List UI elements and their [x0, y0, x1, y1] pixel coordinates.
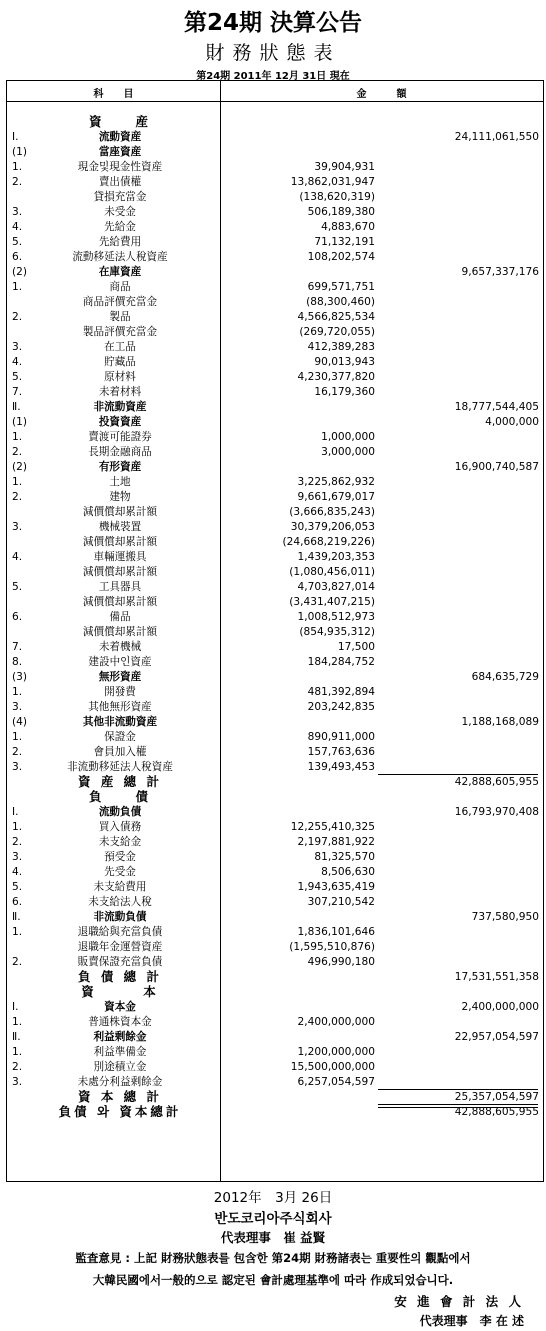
- table-row: [7, 130, 543, 144]
- account-name: 先給金: [104, 221, 136, 233]
- announcement-date: 2012年 3月 26日: [213, 1190, 333, 1206]
- total-cell: 16,900,740,587: [454, 461, 539, 473]
- table-row: [7, 730, 543, 744]
- table-row: [7, 400, 543, 414]
- table-row: [7, 220, 543, 234]
- table-row: [7, 715, 543, 729]
- row-index: 5.: [12, 581, 23, 593]
- row-index: 5.: [12, 371, 23, 383]
- account-name: 負債 와 資本總計: [58, 1104, 182, 1119]
- table-row: [7, 475, 543, 489]
- amount-cell: 108,202,574: [307, 251, 375, 263]
- section-label: 資 本: [81, 984, 159, 999]
- table-row: [7, 205, 543, 219]
- amount-cell: (1,080,456,011): [289, 566, 375, 578]
- section-label: 資 産: [88, 114, 151, 129]
- amount-cell: (854,935,312): [299, 626, 375, 638]
- amount-cell: 1,943,635,419: [297, 881, 375, 893]
- account-name: 普通株資本金: [88, 1016, 152, 1028]
- table-row: [7, 760, 543, 774]
- row-index: Ⅰ.: [12, 806, 19, 818]
- row-index: (4): [12, 716, 28, 728]
- audit-opinion-line-2: 大韓民國에서一般的으로 認定된 會計處理基準에 따라 作成되었습니다.: [92, 1273, 454, 1287]
- amount-cell: 13,862,031,947: [290, 176, 375, 188]
- table-row: [7, 505, 543, 519]
- amount-cell: 2,400,000,000: [297, 1016, 375, 1028]
- table-row: [7, 160, 543, 174]
- account-name: 其他非流動資産: [82, 716, 158, 728]
- row-index: 2.: [12, 746, 23, 758]
- table-row: [7, 175, 543, 189]
- amount-cell: 157,763,636: [307, 746, 375, 758]
- table-row: [7, 1030, 543, 1044]
- row-index: 2.: [12, 836, 23, 848]
- total-cell: 4,000,000: [485, 416, 539, 428]
- account-name: 投資資産: [98, 416, 142, 428]
- account-name: 減價償却累計額: [82, 626, 158, 638]
- row-index: Ⅰ.: [12, 1001, 19, 1013]
- account-name: 資 産 總 計: [77, 774, 163, 789]
- total-cell: 737,580,950: [471, 911, 539, 923]
- table-row: [7, 1015, 543, 1029]
- table-row: [7, 445, 543, 459]
- account-name: 未支給法人稅: [88, 896, 152, 908]
- table-row: [7, 190, 543, 204]
- account-name: 建物: [109, 491, 131, 503]
- account-name: 原材料: [104, 371, 136, 383]
- total-rule: [378, 774, 538, 775]
- account-name: 未着材料: [98, 386, 142, 398]
- table-row: [7, 880, 543, 894]
- table-row: [7, 385, 543, 399]
- amount-cell: (269,720,055): [299, 326, 375, 338]
- account-name: 退職給與充當負債: [77, 926, 163, 938]
- account-name: 備品: [109, 611, 131, 623]
- amount-cell: 139,493,453: [307, 761, 375, 773]
- amount-cell: (24,668,219,226): [282, 536, 375, 548]
- amount-cell: 6,257,054,597: [297, 1076, 375, 1088]
- row-index: Ⅰ.: [12, 131, 19, 143]
- amount-cell: 412,389,283: [307, 341, 375, 353]
- table-row: [7, 520, 543, 534]
- account-name: 車輛運搬具: [93, 551, 147, 563]
- table-row: [7, 835, 543, 849]
- row-index: (2): [12, 461, 28, 473]
- table-row: [7, 850, 543, 864]
- amount-cell: 3,000,000: [321, 446, 375, 458]
- amount-cell: 506,189,380: [307, 206, 375, 218]
- account-name: 先受金: [104, 866, 136, 878]
- amount-cell: 1,439,203,353: [297, 551, 375, 563]
- row-index: 3.: [12, 1076, 23, 1088]
- account-name: 利益剩餘金: [93, 1031, 147, 1043]
- table-row: [7, 460, 543, 474]
- account-name: 工具器具: [98, 581, 142, 593]
- amount-cell: 4,883,670: [321, 221, 375, 233]
- table-row: [7, 865, 543, 879]
- header-divider: [7, 101, 543, 102]
- total-rule: [378, 1089, 538, 1090]
- account-name: 商品評價充當金: [82, 296, 158, 308]
- section-heading: [7, 985, 543, 999]
- row-index: 4.: [12, 866, 23, 878]
- amount-cell: 1,836,101,646: [297, 926, 375, 938]
- account-name: 機械裝置: [98, 521, 142, 533]
- amount-cell: (3,666,835,243): [289, 506, 375, 518]
- section-label: 負 債: [88, 789, 151, 804]
- amount-cell: 1,000,000: [321, 431, 375, 443]
- table-row: [7, 595, 543, 609]
- row-index: 3.: [12, 206, 23, 218]
- row-index: Ⅱ.: [12, 401, 21, 413]
- total-cell: 17,531,551,358: [454, 971, 539, 983]
- account-name: 未支給費用: [93, 881, 147, 893]
- account-name: 商品: [109, 281, 131, 293]
- amount-cell: 1,008,512,973: [297, 611, 375, 623]
- row-index: 2.: [12, 956, 23, 968]
- account-name: 減價償却累計額: [82, 566, 158, 578]
- table-row: [7, 925, 543, 939]
- statement-date: 第24期 2011年 12月 31日 現在: [196, 71, 350, 82]
- row-index: 1.: [12, 686, 23, 698]
- account-name: 非流動移延法人稅資産: [67, 761, 173, 773]
- statement-title: 財務狀態表: [205, 42, 341, 64]
- account-name: 在工品: [104, 341, 136, 353]
- account-name: 販賣保證充當負債: [77, 956, 163, 968]
- amount-cell: 184,284,752: [307, 656, 375, 668]
- total-cell: 42,888,605,955: [454, 776, 539, 788]
- row-index: 4.: [12, 356, 23, 368]
- row-index: 8.: [12, 656, 23, 668]
- account-name: 減價償却累計額: [82, 536, 158, 548]
- account-name: 先給費用: [98, 236, 142, 248]
- table-row: [7, 235, 543, 249]
- table-row: [7, 610, 543, 624]
- auditor-ceo: 代表理事 李 在 述: [419, 1314, 524, 1328]
- table-row: [7, 910, 543, 924]
- row-index: 3.: [12, 341, 23, 353]
- account-name: 製品: [109, 311, 131, 323]
- table-row: [7, 670, 543, 684]
- table-row: [7, 820, 543, 834]
- row-index: 6.: [12, 896, 23, 908]
- amount-cell: 30,379,206,053: [290, 521, 375, 533]
- row-index: 1.: [12, 1046, 23, 1058]
- amount-cell: 4,230,377,820: [297, 371, 375, 383]
- amount-cell: (138,620,319): [299, 191, 375, 203]
- account-name: 現金및現金性資産: [77, 161, 163, 173]
- amount-cell: 3,225,862,932: [297, 476, 375, 488]
- table-row: [7, 625, 543, 639]
- row-index: 2.: [12, 446, 23, 458]
- account-name: 非流動資産: [93, 401, 147, 413]
- amount-cell: 90,013,943: [314, 356, 375, 368]
- table-row: [7, 430, 543, 444]
- account-name: 未支給金: [98, 836, 142, 848]
- row-index: (1): [12, 146, 28, 158]
- account-name: 貯藏品: [104, 356, 136, 368]
- row-index: 1.: [12, 161, 23, 173]
- row-index: 2.: [12, 491, 23, 503]
- table-row: [7, 685, 543, 699]
- amount-cell: 4,566,825,534: [297, 311, 375, 323]
- account-name: 流動移延法人稅資産: [72, 251, 168, 263]
- account-name: 負 債 總 計: [77, 969, 163, 984]
- amount-cell: 203,242,835: [307, 701, 375, 713]
- table-row: [7, 640, 543, 654]
- section-heading: [7, 790, 543, 804]
- row-index: 6.: [12, 611, 23, 623]
- row-index: 1.: [12, 431, 23, 443]
- account-name: 長期金融商品: [88, 446, 152, 458]
- table-row: [7, 490, 543, 504]
- account-name: 賣渡可能證券: [88, 431, 152, 443]
- row-index: 5.: [12, 236, 23, 248]
- table-row: [7, 295, 543, 309]
- amount-cell: 71,132,191: [314, 236, 375, 248]
- table-row: [7, 550, 543, 564]
- total-row: [7, 775, 543, 789]
- total-cell: 2,400,000,000: [461, 1001, 539, 1013]
- section-heading: [7, 115, 543, 129]
- account-name: 土地: [109, 476, 131, 488]
- table-row: [7, 265, 543, 279]
- row-index: (2): [12, 266, 28, 278]
- row-index: 3.: [12, 701, 23, 713]
- row-index: 3.: [12, 851, 23, 863]
- amount-cell: (88,300,460): [306, 296, 375, 308]
- account-name: 退職年金運營資産: [77, 941, 163, 953]
- account-name: 未着機械: [98, 641, 142, 653]
- table-row: [7, 700, 543, 714]
- row-index: 1.: [12, 731, 23, 743]
- row-index: 4.: [12, 221, 23, 233]
- table-row: [7, 415, 543, 429]
- column-header-account: 科 目: [93, 89, 134, 100]
- account-name: 無形資産: [98, 671, 142, 683]
- row-index: Ⅱ.: [12, 911, 21, 923]
- table-row: [7, 1000, 543, 1014]
- audit-opinion-line-1: 監査意見 : 上記 財務狀態表를 包含한 第24期 財務諸表는 重要性의 觀點에서: [75, 1251, 471, 1265]
- amount-cell: 4,703,827,014: [297, 581, 375, 593]
- table-row: [7, 1060, 543, 1074]
- row-index: 5.: [12, 881, 23, 893]
- account-name: 開發費: [104, 686, 136, 698]
- table-row: [7, 1075, 543, 1089]
- total-cell: 22,957,054,597: [454, 1031, 539, 1043]
- row-index: 2.: [12, 311, 23, 323]
- account-name: 在庫資産: [98, 266, 142, 278]
- account-name: 其他無形資産: [88, 701, 152, 713]
- amount-cell: 1,200,000,000: [297, 1046, 375, 1058]
- account-name: 利益準備金: [93, 1046, 147, 1058]
- table-row: [7, 145, 543, 159]
- row-index: 3.: [12, 521, 23, 533]
- row-index: 1.: [12, 1016, 23, 1028]
- account-name: 貸損充當金: [93, 191, 147, 203]
- amount-cell: 12,255,410,325: [290, 821, 375, 833]
- account-name: 未受金: [104, 206, 136, 218]
- table-row: [7, 745, 543, 759]
- account-name: 減價償却累計額: [82, 506, 158, 518]
- row-index: 7.: [12, 641, 23, 653]
- account-name: 製品評價充當金: [82, 326, 158, 338]
- row-index: (3): [12, 671, 28, 683]
- table-row: [7, 805, 543, 819]
- table-row: [7, 280, 543, 294]
- amount-cell: 8,506,630: [321, 866, 375, 878]
- row-index: 2.: [12, 176, 23, 188]
- company-name: 반도코리아주식회사: [214, 1211, 332, 1227]
- company-ceo: 代表理事 崔 益賢: [220, 1230, 326, 1245]
- total-cell: 684,635,729: [471, 671, 539, 683]
- total-cell: 25,357,054,597: [454, 1091, 539, 1103]
- table-row: [7, 325, 543, 339]
- amount-cell: 890,911,000: [307, 731, 375, 743]
- total-row: [7, 970, 543, 984]
- total-cell: 24,111,061,550: [454, 131, 539, 143]
- table-row: [7, 895, 543, 909]
- amount-cell: 15,500,000,000: [290, 1061, 375, 1073]
- row-index: 1.: [12, 926, 23, 938]
- account-name: 有形資産: [98, 461, 142, 473]
- account-name: 別途積立金: [93, 1061, 147, 1073]
- total-cell: 9,657,337,176: [461, 266, 539, 278]
- amount-cell: 307,210,542: [307, 896, 375, 908]
- account-name: 資 本 總 計: [77, 1089, 163, 1104]
- table-row: [7, 580, 543, 594]
- account-name: 賣出債權: [98, 176, 142, 188]
- row-index: (1): [12, 416, 28, 428]
- amount-cell: 481,392,894: [307, 686, 375, 698]
- table-row: [7, 1045, 543, 1059]
- total-cell: 42,888,605,955: [454, 1106, 539, 1118]
- total-cell: 16,793,970,408: [454, 806, 539, 818]
- amount-cell: 17,500: [337, 641, 375, 653]
- row-index: 1.: [12, 821, 23, 833]
- table-row: [7, 250, 543, 264]
- amount-cell: 39,904,931: [314, 161, 375, 173]
- account-name: 非流動負債: [93, 911, 147, 923]
- table-row: [7, 940, 543, 954]
- amount-cell: 16,179,360: [314, 386, 375, 398]
- total-cell: 1,188,168,089: [461, 716, 539, 728]
- amount-cell: (1,595,510,876): [289, 941, 375, 953]
- account-name: 買入債務: [98, 821, 142, 833]
- account-name: 預受金: [104, 851, 136, 863]
- table-row: [7, 655, 543, 669]
- account-name: 保證金: [104, 731, 136, 743]
- row-index: Ⅱ.: [12, 1031, 21, 1043]
- amount-cell: 699,571,751: [307, 281, 375, 293]
- row-index: 4.: [12, 551, 23, 563]
- page-title: 第24期 決算公告: [183, 10, 362, 36]
- column-header-amount: 金 額: [356, 89, 407, 100]
- total-cell: 18,777,544,405: [454, 401, 539, 413]
- table-row: [7, 340, 543, 354]
- row-index: 1.: [12, 281, 23, 293]
- row-index: 3.: [12, 761, 23, 773]
- amount-cell: 9,661,679,017: [297, 491, 375, 503]
- total-row: [7, 1090, 543, 1104]
- table-row: [7, 370, 543, 384]
- total-rule: [378, 1104, 538, 1108]
- account-name: 建設中인資産: [88, 656, 152, 668]
- account-name: 減價償却累計額: [82, 596, 158, 608]
- balance-sheet-table: [6, 80, 544, 1182]
- row-index: 2.: [12, 1061, 23, 1073]
- account-name: 流動資産: [98, 131, 142, 143]
- row-index: 1.: [12, 476, 23, 488]
- auditor-name: 安 進 會 計 法 人: [394, 1294, 524, 1309]
- account-name: 會員加入權: [93, 746, 147, 758]
- table-row: [7, 355, 543, 369]
- amount-cell: 496,990,180: [307, 956, 375, 968]
- table-row: [7, 955, 543, 969]
- account-name: 流動負債: [98, 806, 142, 818]
- table-row: [7, 565, 543, 579]
- account-name: 當座資産: [98, 146, 142, 158]
- row-index: 7.: [12, 386, 23, 398]
- account-name: 資本金: [104, 1001, 136, 1013]
- table-row: [7, 310, 543, 324]
- amount-cell: 81,325,570: [314, 851, 375, 863]
- amount-cell: 2,197,881,922: [297, 836, 375, 848]
- account-name: 未處分利益剩餘金: [77, 1076, 163, 1088]
- table-row: [7, 535, 543, 549]
- row-index: 6.: [12, 251, 23, 263]
- amount-cell: (3,431,407,215): [289, 596, 375, 608]
